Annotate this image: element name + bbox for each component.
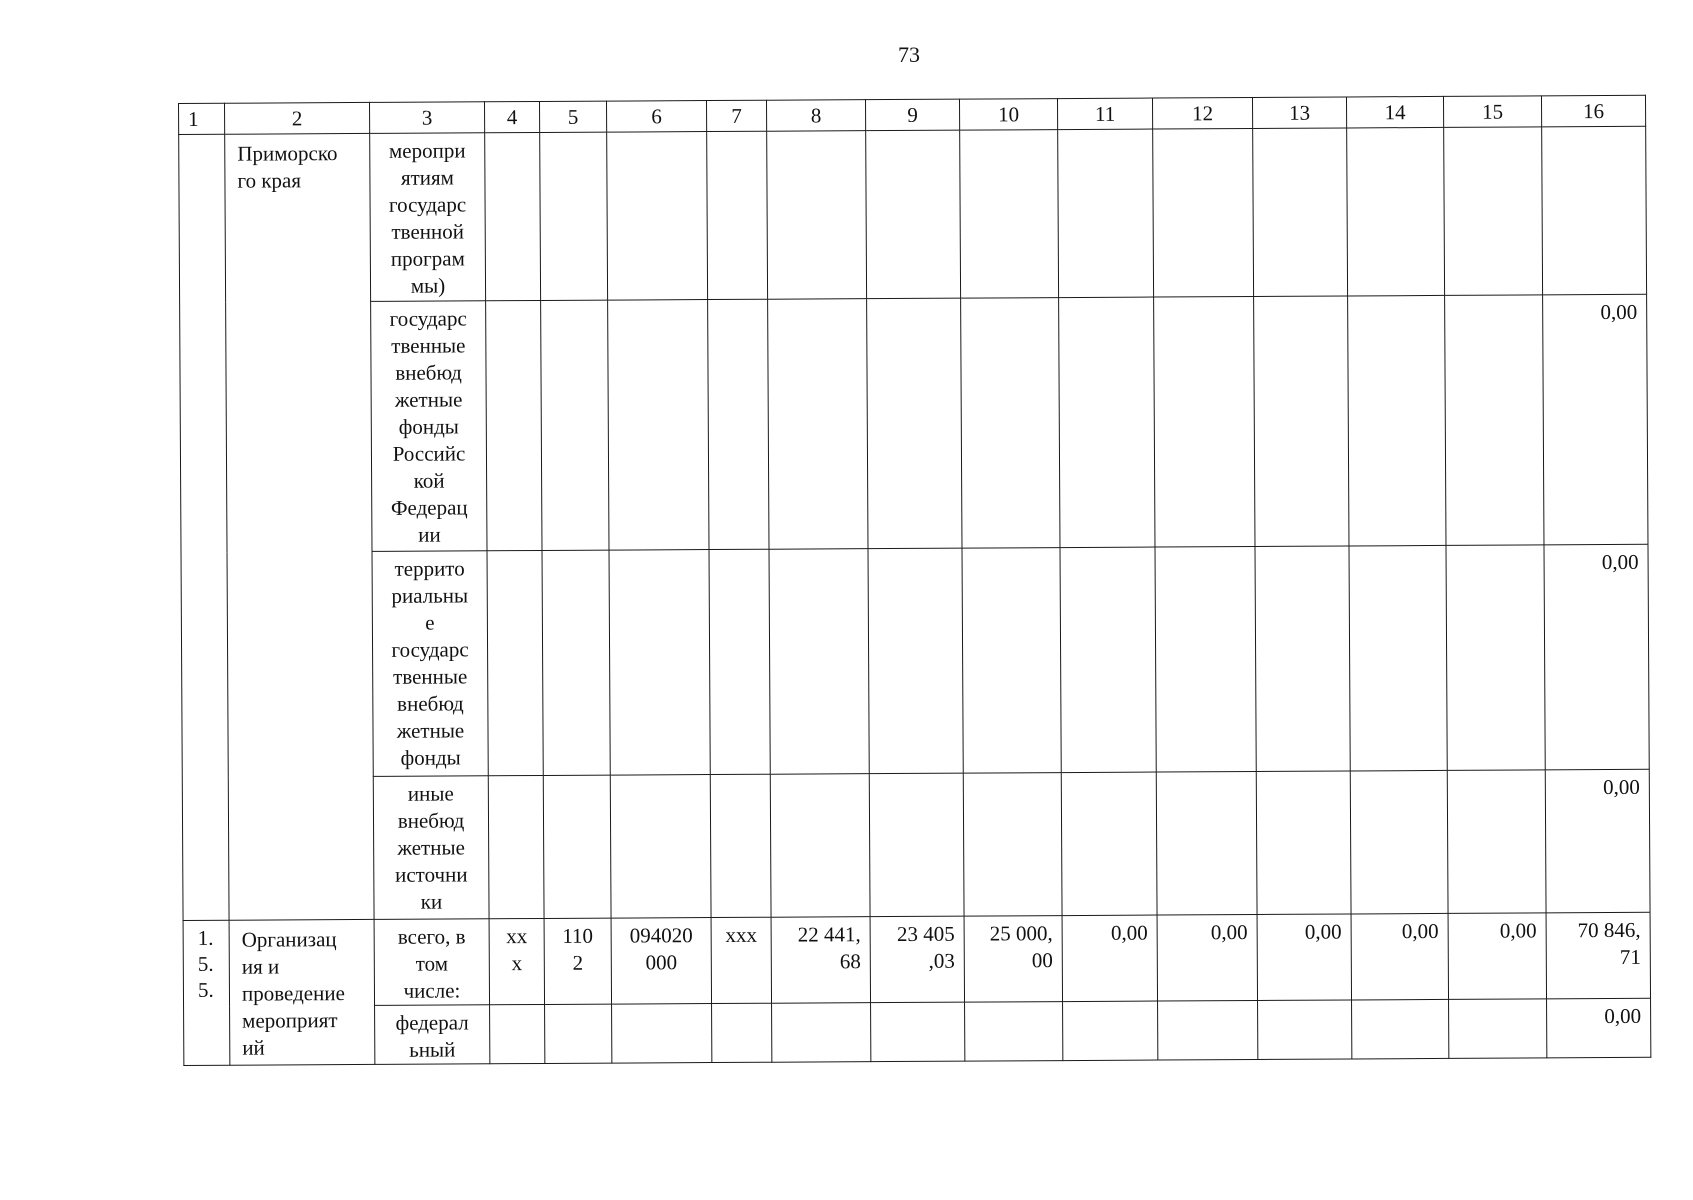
- total-cell: 0,00: [1545, 769, 1650, 913]
- table-cell: [1256, 771, 1351, 915]
- total-cell: 0,00: [1543, 294, 1648, 545]
- table-cell: [1253, 128, 1348, 297]
- table-cell: [1158, 1000, 1258, 1060]
- table-cell: [772, 1003, 871, 1063]
- table-cell: [1347, 127, 1445, 296]
- table-cell: [1060, 547, 1156, 773]
- table-cell: [871, 1002, 965, 1062]
- amount-cell: 0,00: [1351, 913, 1448, 1000]
- header-col-10: 10: [959, 99, 1057, 131]
- header-col-2: 2: [225, 102, 370, 134]
- table-row: [182, 769, 1650, 920]
- table-cell: [1255, 546, 1350, 772]
- funding-source-cell: террито риальны е государс твенные внебюд жетные фонды: [372, 551, 488, 777]
- funding-source-cell: иные внебюд жетные источни ки: [373, 776, 489, 920]
- activity-name-cell: Организац ия и проведение мероприят ий: [229, 919, 375, 1065]
- amount-cell: 0,00: [1062, 915, 1157, 1002]
- table-cell: [610, 775, 711, 919]
- table-cell: [712, 1003, 772, 1062]
- total-cell: 70 846, 71: [1546, 912, 1650, 999]
- funding-source-cell: меропри ятиям государс твенной програм мы): [370, 133, 486, 302]
- table-cell: [708, 299, 769, 549]
- table-cell: [960, 130, 1059, 299]
- header-col-13: 13: [1252, 97, 1346, 129]
- header-col-16: 16: [1541, 95, 1645, 127]
- code-cell: 110 2: [544, 918, 611, 1004]
- table-cell: [1449, 999, 1547, 1059]
- table-cell: [1349, 545, 1447, 771]
- budget-table: [178, 95, 1651, 1066]
- amount-cell: 0,00: [1257, 914, 1351, 1001]
- header-col-15: 15: [1443, 96, 1541, 128]
- table-cell: [767, 131, 867, 300]
- header-col-4: 4: [484, 101, 539, 132]
- table-cell: [541, 300, 609, 550]
- table-cell: [1059, 297, 1155, 548]
- table-cell: [1254, 296, 1349, 547]
- table-cell: [486, 300, 542, 550]
- funding-source-cell: государс твенные внебюд жетные фонды Российс кой Федерац ии: [371, 301, 487, 552]
- table-cell: [490, 1004, 545, 1063]
- table-cell: [1350, 770, 1448, 914]
- page-number: 73: [898, 42, 920, 67]
- code-cell: хх х: [489, 918, 544, 1004]
- header-col-6: 6: [606, 101, 706, 133]
- table-cell: [607, 132, 708, 301]
- code-cell: ххх: [711, 917, 771, 1003]
- code-cell: 094020 000: [611, 918, 711, 1005]
- table-cell: [869, 773, 964, 917]
- amount-cell: 22 441, 68: [771, 917, 870, 1004]
- table-cell: [769, 549, 869, 775]
- amount-cell: 25 000, 00: [964, 916, 1062, 1003]
- header-col-11: 11: [1057, 98, 1152, 130]
- table-cell: [1063, 1001, 1158, 1061]
- total-cell: 0,00: [1544, 544, 1649, 770]
- table-cell: [710, 774, 771, 917]
- table-cell: [1154, 296, 1255, 547]
- table-cell: [1444, 127, 1543, 296]
- table-cell: [545, 1004, 612, 1063]
- amount-cell: 0,00: [1157, 914, 1257, 1001]
- table-row: [179, 126, 1647, 302]
- table-cell: [768, 299, 868, 550]
- table-cell: [1445, 295, 1544, 546]
- header-col-8: 8: [766, 100, 865, 132]
- table-cell: [1058, 129, 1154, 298]
- header-col-3: 3: [369, 102, 484, 134]
- header-col-5: 5: [539, 101, 606, 132]
- table-cell: [1061, 772, 1157, 916]
- row-number-cell: 1. 5. 5.: [183, 920, 230, 1065]
- table-cell: [770, 774, 870, 918]
- table-cell: [965, 1002, 1063, 1062]
- program-name-cell: Приморско го края: [225, 133, 374, 920]
- table-cell: [1348, 295, 1446, 546]
- amount-cell: 0,00: [1448, 913, 1546, 1000]
- funding-source-cell: федерал ьный: [375, 1005, 490, 1065]
- table-cell: [487, 550, 543, 775]
- header-col-12: 12: [1152, 97, 1252, 129]
- table-cell: [608, 300, 709, 551]
- table-cell: [707, 131, 768, 299]
- table-cell: [963, 773, 1062, 917]
- table-row: [180, 294, 1648, 552]
- table-cell: [867, 298, 962, 549]
- table-cell: [709, 549, 770, 774]
- total-cell: 0,00: [1547, 998, 1651, 1058]
- header-col-9: 9: [865, 99, 959, 131]
- table-cell: [1258, 1000, 1352, 1060]
- table-cell: [1446, 545, 1545, 771]
- table-cell: [542, 550, 610, 775]
- table-cell: [962, 548, 1061, 774]
- amount-cell: 23 405 ,03: [870, 916, 964, 1003]
- header-col-1: 1: [179, 103, 225, 134]
- table-cell: [543, 775, 611, 918]
- table-cell: [609, 550, 710, 776]
- table-cell: [1156, 771, 1257, 915]
- table-cell: [540, 132, 608, 300]
- table-cell: [612, 1004, 712, 1064]
- table-row: [184, 998, 1651, 1065]
- table-cell: [1155, 546, 1256, 772]
- table-cell: [1447, 770, 1546, 914]
- table-cell: [866, 130, 961, 299]
- row-number-cell: [179, 134, 229, 920]
- table-cell: [1153, 128, 1254, 297]
- header-col-7: 7: [706, 100, 766, 131]
- table-row: [183, 912, 1650, 1006]
- table-cell: [485, 132, 541, 300]
- table-row: [181, 544, 1649, 777]
- table-cell: [961, 298, 1060, 549]
- table-cell: [868, 548, 963, 774]
- header-col-14: 14: [1346, 96, 1443, 128]
- table-cell: [1352, 999, 1449, 1059]
- total-cell: [1542, 126, 1647, 295]
- funding-source-cell: всего, в том числе:: [374, 919, 489, 1006]
- table-cell: [488, 775, 544, 918]
